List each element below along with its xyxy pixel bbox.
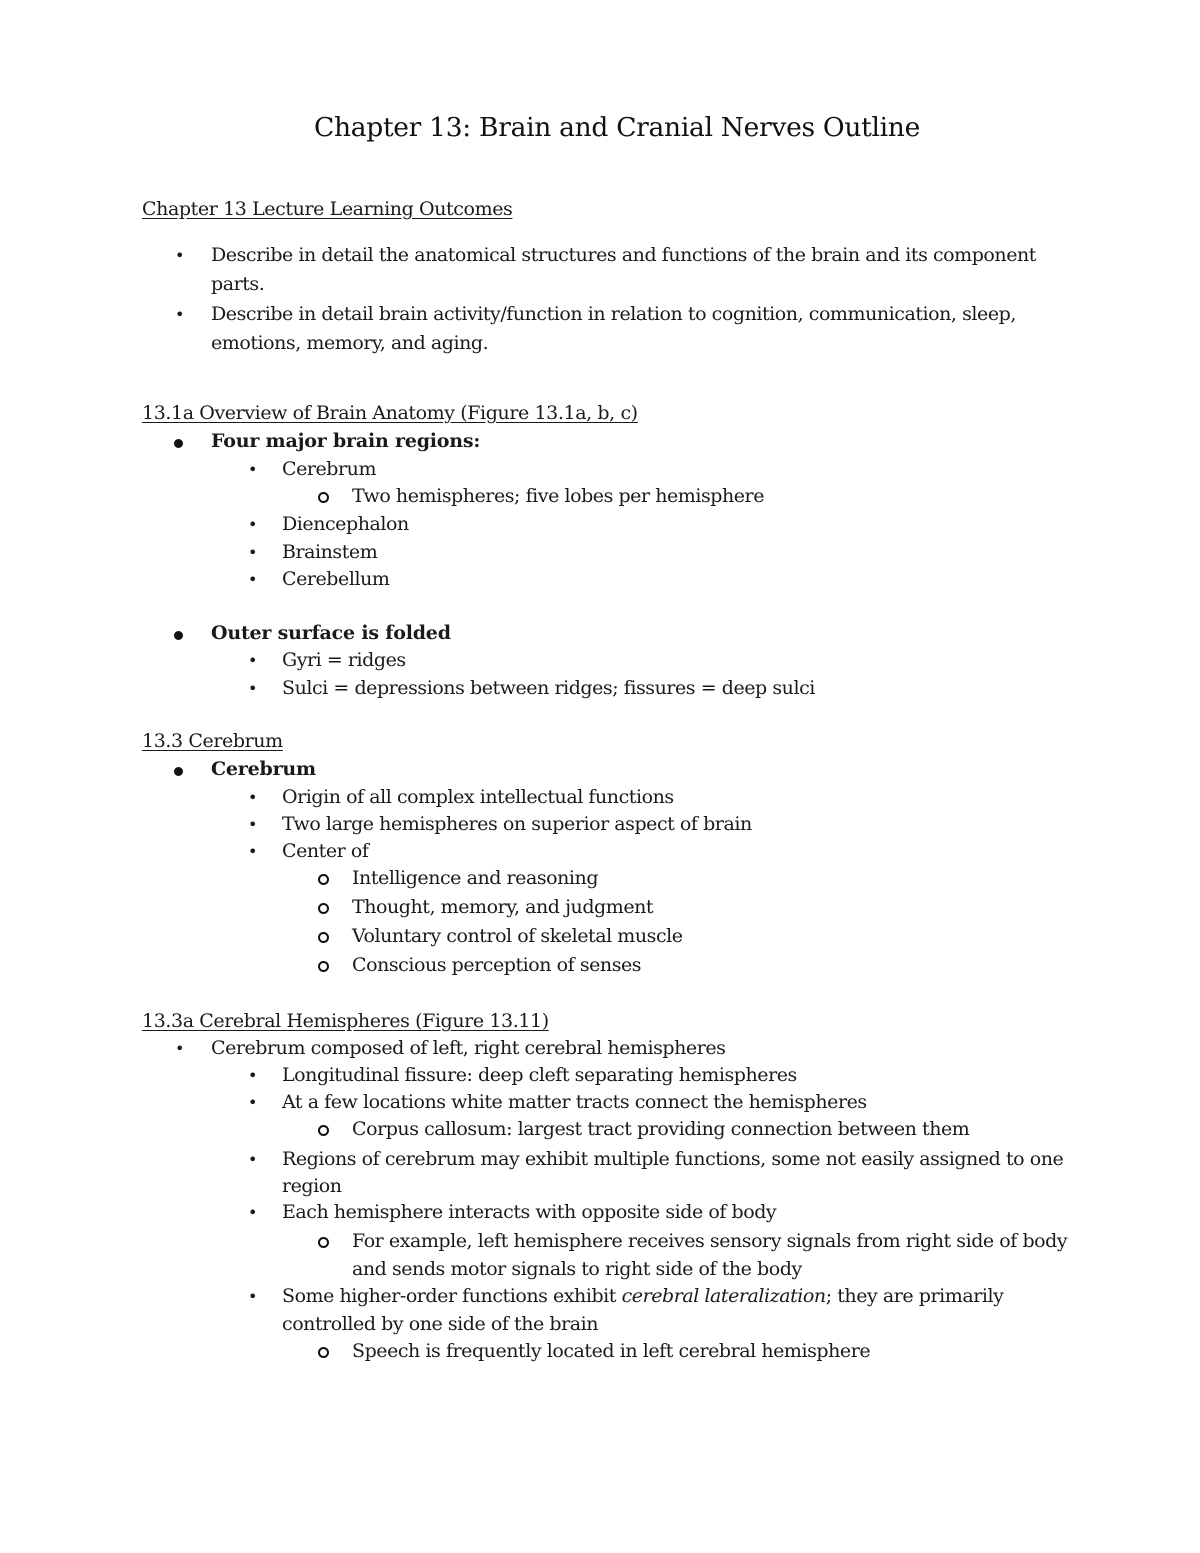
bullet-icon [174,767,183,776]
outline-item: Thought, memory, and judgment [352,896,654,918]
bullet-icon [174,439,183,448]
section-heading-13-3a: 13.3a Cerebral Hemispheres (Figure 13.11) [142,1010,549,1032]
outline-text: ; they are primarily [825,1285,1004,1307]
bullet-icon [248,541,257,563]
outline-item: Cerebrum [282,458,377,480]
outline-item: Each hemisphere interacts with opposite side of body [282,1201,777,1223]
outline-item: Regions of cerebrum may exhibit multiple functions, some not easily assigned to one [282,1148,1064,1170]
outline-item: Sulci = depressions between ridges; fissures = deep sulci [282,677,815,699]
outcome-text: Describe in detail brain activity/function in relation to cognition, communication, sleep, [211,303,1016,325]
outcomes-heading: Chapter 13 Lecture Learning Outcomes [142,198,513,220]
bullet-icon [248,1091,257,1113]
outline-item: Diencephalon [282,513,409,535]
outline-item-bold: Outer surface is folded [211,622,451,644]
outline-item: Cerebellum [282,568,390,590]
bullet-icon [248,1285,257,1307]
emphasized-term: cerebral lateralization [621,1285,826,1307]
page-title: Chapter 13: Brain and Cranial Nerves Outline [314,112,920,143]
outline-item: Brainstem [282,541,378,563]
outcome-text: emotions, memory, and aging. [211,332,489,354]
outline-item: Intelligence and reasoning [352,867,599,889]
outline-item: Center of [282,840,369,862]
outcome-text: parts. [211,273,265,295]
outline-item: Speech is frequently located in left cerebral hemisphere [352,1340,871,1362]
circle-bullet-icon [318,1237,329,1248]
outline-item: At a few locations white matter tracts connect the hemispheres [282,1091,867,1113]
bullet-icon [175,244,184,266]
bullet-icon [248,813,257,835]
bullet-icon [175,303,184,325]
outline-text: Some higher-order functions exhibit [282,1285,622,1307]
circle-bullet-icon [318,903,329,914]
bullet-icon [248,649,257,671]
outline-item [282,1285,1003,1307]
circle-bullet-icon [318,492,329,503]
bullet-icon [248,568,257,590]
outline-item: Two hemispheres; five lobes per hemisphere [352,485,764,507]
outline-item-bold: Cerebrum [211,758,316,780]
bullet-icon [248,1201,257,1223]
bullet-icon [248,458,257,480]
outline-item: Gyri = ridges [282,649,406,671]
bullet-icon [248,513,257,535]
bullet-icon [248,677,257,699]
outline-item: Two large hemispheres on superior aspect of brain [282,813,752,835]
outline-item-bold: Four major brain regions: [211,430,481,452]
outline-item: For example, left hemisphere receives sensory signals from right side of body [352,1230,1068,1252]
outline-item: Corpus callosum: largest tract providing connection between them [352,1118,970,1140]
bullet-icon [248,786,257,808]
outcome-text: Describe in detail the anatomical structures and functions of the brain and its component [211,244,1036,266]
circle-bullet-icon [318,874,329,885]
bullet-icon [248,1064,257,1086]
circle-bullet-icon [318,961,329,972]
bullet-icon [248,840,257,862]
outline-item: controlled by one side of the brain [282,1313,599,1335]
outline-item: Cerebrum composed of left, right cerebral hemispheres [211,1037,726,1059]
circle-bullet-icon [318,932,329,943]
section-heading-13-1a: 13.1a Overview of Brain Anatomy (Figure 13.1a, b, c) [142,402,638,424]
outline-item: and sends motor signals to right side of the body [352,1258,802,1280]
circle-bullet-icon [318,1125,329,1136]
outline-item: Conscious perception of senses [352,954,642,976]
bullet-icon [175,1037,184,1059]
section-heading-13-3: 13.3 Cerebrum [142,730,283,752]
outline-item: region [282,1175,342,1197]
bullet-icon [174,631,183,640]
outline-item: Origin of all complex intellectual functions [282,786,674,808]
outline-item: Longitudinal fissure: deep cleft separating hemispheres [282,1064,797,1086]
outline-item: Voluntary control of skeletal muscle [352,925,683,947]
circle-bullet-icon [318,1347,329,1358]
bullet-icon [248,1148,257,1170]
